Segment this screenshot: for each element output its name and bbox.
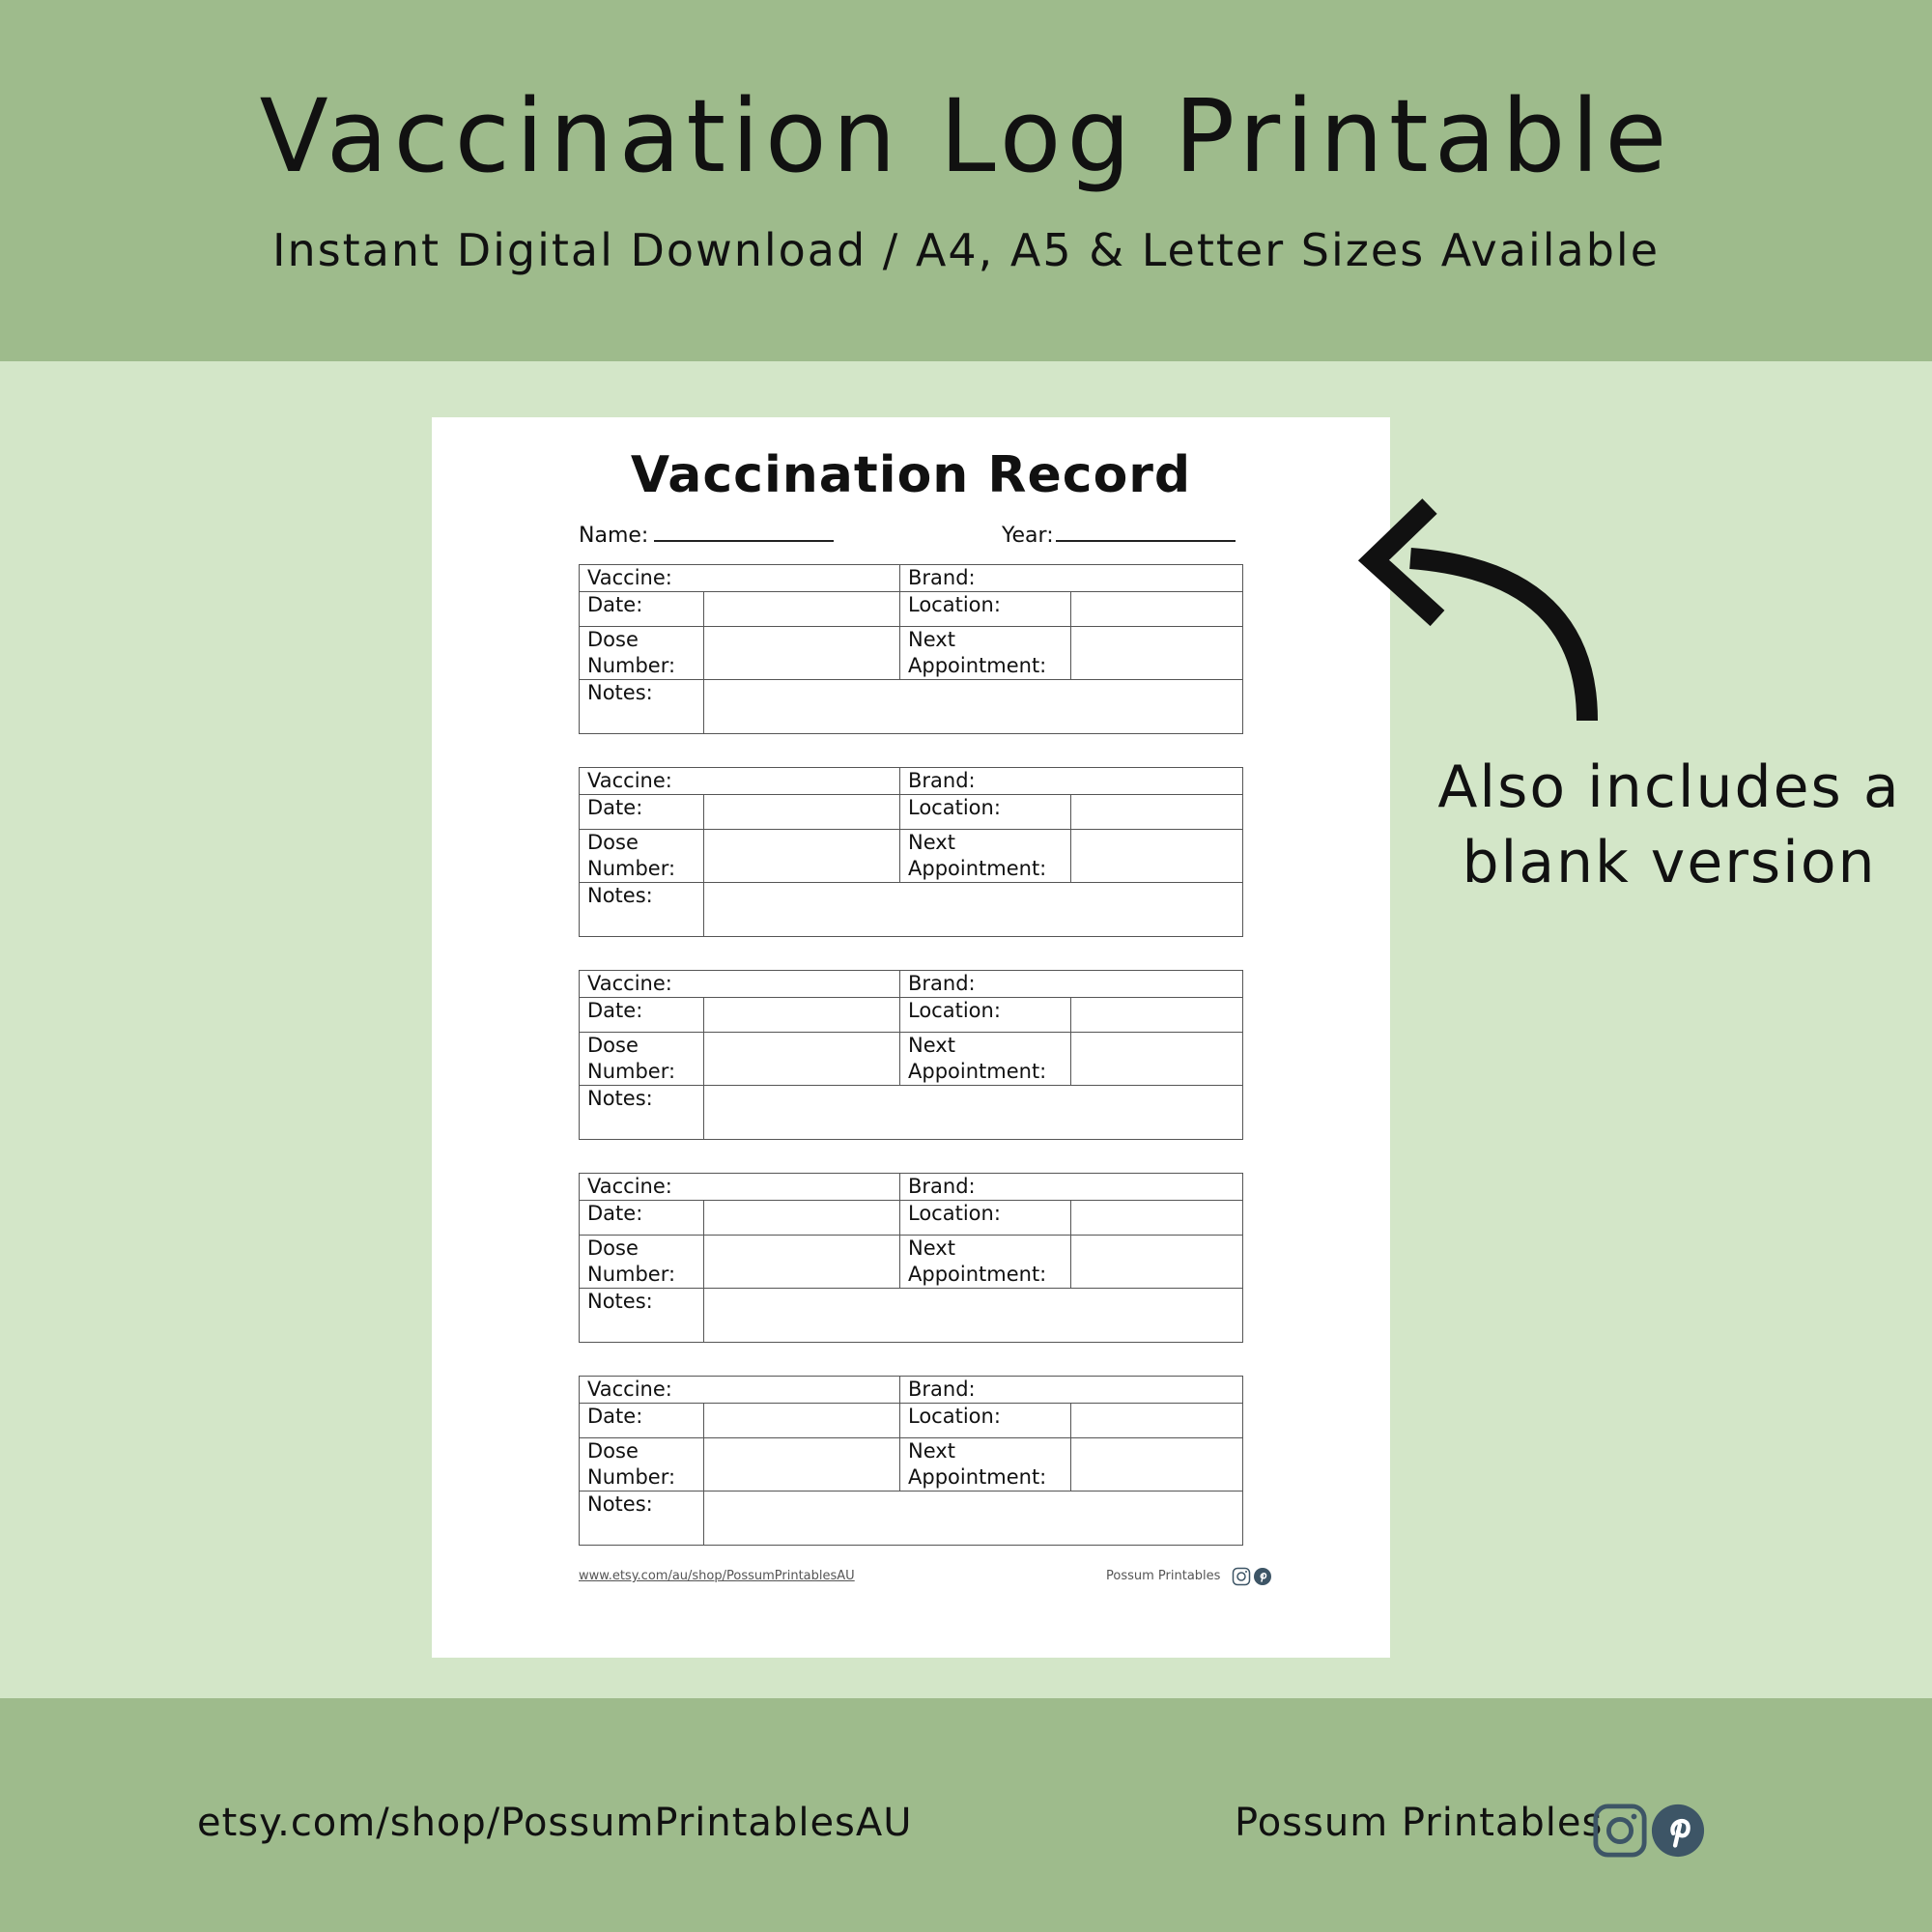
blank-version-note <box>1418 750 1920 900</box>
notes-label: Notes: <box>587 1492 653 1516</box>
instagram-icon <box>1592 1803 1648 1859</box>
next-appointment-label <box>900 627 1046 679</box>
note-line-2: blank version <box>1462 829 1877 896</box>
dose-label-line-1: Dose <box>587 628 639 651</box>
dose-number-label <box>580 1236 675 1288</box>
vaccination-record-table <box>579 1173 1243 1343</box>
pinterest-icon <box>1253 1567 1272 1586</box>
dose-label-line-1: Dose <box>587 831 639 854</box>
next-label-line-1: Next <box>908 1034 955 1057</box>
next-appointment-label <box>900 830 1046 882</box>
sheet-footer-url: www.etsy.com/au/shop/PossumPrintablesAU <box>579 1569 855 1583</box>
instagram-icon <box>1232 1567 1251 1586</box>
dose-label-line-1: Dose <box>587 1236 639 1260</box>
column-divider <box>1070 591 1071 679</box>
curved-arrow-icon <box>1352 493 1604 734</box>
next-label-line-2: Appointment: <box>908 857 1047 880</box>
dose-number-label <box>580 627 675 679</box>
brand-label: Brand: <box>908 972 976 995</box>
year-label: Year: <box>1002 524 1054 548</box>
location-label: Location: <box>908 1405 1001 1428</box>
date-label: Date: <box>587 999 643 1022</box>
vaccine-label: Vaccine: <box>587 1175 672 1198</box>
dose-label-line-2: Number: <box>587 1060 676 1083</box>
page-title: Vaccination Log Printable <box>259 77 1673 195</box>
column-divider <box>1070 997 1071 1085</box>
date-label: Date: <box>587 796 643 819</box>
year-blank-line <box>1056 540 1236 542</box>
column-divider <box>703 591 704 733</box>
page-subtitle: Instant Digital Download / A4, A5 & Letter Sizes Available <box>271 224 1660 276</box>
next-label-line-2: Appointment: <box>908 1263 1047 1286</box>
next-label-line-1: Next <box>908 831 955 854</box>
pinterest-icon <box>1650 1803 1706 1859</box>
brand-label: Brand: <box>908 769 976 792</box>
vaccine-label: Vaccine: <box>587 1378 672 1401</box>
notes-label: Notes: <box>587 1290 653 1313</box>
next-label-line-1: Next <box>908 1439 955 1463</box>
vaccination-record-table <box>579 564 1243 734</box>
next-label-line-1: Next <box>908 1236 955 1260</box>
dose-number-label <box>580 830 675 882</box>
footer-band <box>0 1698 1932 1932</box>
next-label-line-2: Appointment: <box>908 1060 1047 1083</box>
vaccine-label: Vaccine: <box>587 972 672 995</box>
sheet-title: Vaccination Record <box>630 446 1192 504</box>
dose-label-line-2: Number: <box>587 1465 676 1489</box>
column-divider <box>703 1200 704 1342</box>
notes-label: Notes: <box>587 1087 653 1110</box>
column-divider <box>1070 1403 1071 1491</box>
date-label: Date: <box>587 1405 643 1428</box>
column-divider <box>703 1403 704 1545</box>
brand-label: Brand: <box>908 566 976 589</box>
header-band <box>0 0 1932 361</box>
printable-preview <box>432 417 1390 1658</box>
vaccination-record-table <box>579 767 1243 937</box>
vaccine-label: Vaccine: <box>587 566 672 589</box>
brand-name: Possum Printables <box>1235 1801 1604 1845</box>
column-divider <box>1070 1200 1071 1288</box>
next-appointment-label <box>900 1236 1046 1288</box>
row-divider <box>580 882 1242 883</box>
notes-label: Notes: <box>587 681 653 704</box>
next-label-line-2: Appointment: <box>908 1465 1047 1489</box>
brand-label: Brand: <box>908 1175 976 1198</box>
row-divider <box>580 1085 1242 1086</box>
column-divider <box>703 997 704 1139</box>
row-divider <box>580 1491 1242 1492</box>
location-label: Location: <box>908 593 1001 616</box>
date-label: Date: <box>587 593 643 616</box>
year-field <box>1002 524 1236 548</box>
dose-label-line-1: Dose <box>587 1034 639 1057</box>
shop-url: etsy.com/shop/PossumPrintablesAU <box>197 1801 913 1845</box>
dose-label-line-2: Number: <box>587 654 676 677</box>
dose-label-line-1: Dose <box>587 1439 639 1463</box>
vaccine-label: Vaccine: <box>587 769 672 792</box>
name-blank-line <box>654 540 834 542</box>
name-label: Name: <box>579 524 649 548</box>
notes-label: Notes: <box>587 884 653 907</box>
brand-label: Brand: <box>908 1378 976 1401</box>
next-label-line-1: Next <box>908 628 955 651</box>
next-appointment-label <box>900 1033 1046 1085</box>
column-divider <box>1070 794 1071 882</box>
next-appointment-label <box>900 1438 1046 1491</box>
location-label: Location: <box>908 796 1001 819</box>
next-label-line-2: Appointment: <box>908 654 1047 677</box>
column-divider <box>703 794 704 936</box>
vaccination-record-table <box>579 1376 1243 1546</box>
location-label: Location: <box>908 999 1001 1022</box>
name-field <box>579 524 834 548</box>
dose-label-line-2: Number: <box>587 1263 676 1286</box>
dose-number-label <box>580 1438 675 1491</box>
note-line-1: Also includes a <box>1437 753 1901 821</box>
vaccination-record-table <box>579 970 1243 1140</box>
sheet-footer-brand: Possum Printables <box>1106 1569 1221 1583</box>
row-divider <box>580 1288 1242 1289</box>
date-label: Date: <box>587 1202 643 1225</box>
dose-label-line-2: Number: <box>587 857 676 880</box>
row-divider <box>580 679 1242 680</box>
location-label: Location: <box>908 1202 1001 1225</box>
dose-number-label <box>580 1033 675 1085</box>
